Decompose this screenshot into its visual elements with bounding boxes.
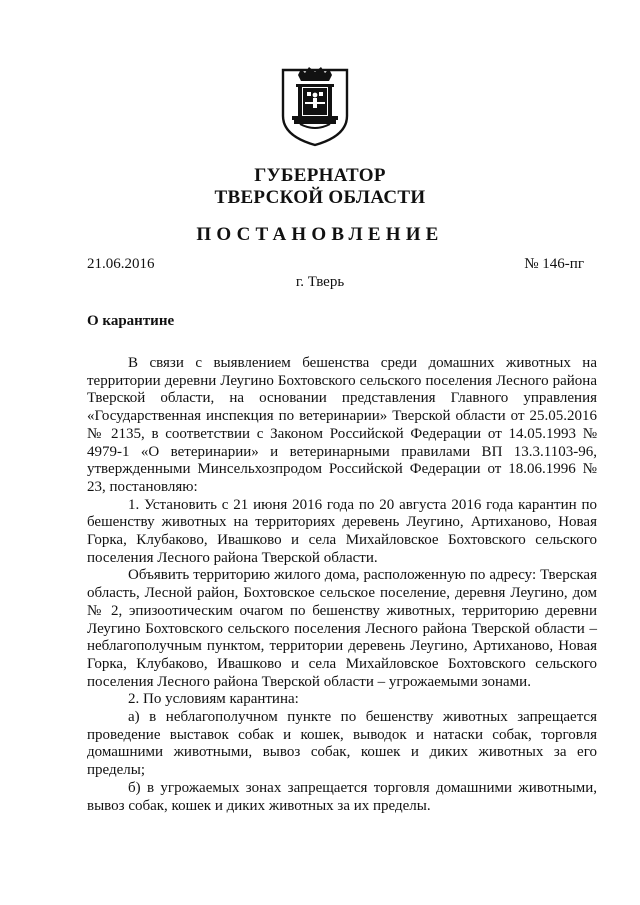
- document-number: № 146-пг: [524, 256, 584, 272]
- clause-1-paragraph: 1. Установить с 21 июня 2016 года по 20 августа 2016 года карантин по бешенству животных на территориях деревень Леугино, Артиханово, Новая Горка, Клубаково, Ивашково и села Михайловское Бохтовского сельского поселения Лесного района Тверской области.: [87, 496, 597, 566]
- document-body: [87, 355, 597, 815]
- issuer-region: ТВЕРСКОЙ ОБЛАСТИ: [214, 187, 426, 208]
- coat-of-arms-icon: [274, 66, 356, 148]
- preamble-paragraph: В связи с выявлением бешенства среди домашних животных на территории деревни Леугино Бохтовского сельского поселения Лесного района Тверской области, на основании представления Главного управления «Государственная инспекция по ветеринарии» Тверской области от 25.05.2016 № 2135, в соответствии с Законом Российской Федерации от 14.05.1993 № 4979-1 «О ветеринарии» и ветеринарными правилами ВП 13.3.1103-96, утвержденными Минсельхозпродом Российской Федерации от 18.06.1996 № 23, постановляю:: [87, 355, 597, 495]
- clause-2a-paragraph: а) в неблагополучном пункте по бешенству животных запрещается проведение выставок собак и кошек, выводок и натаски собак, торговля домашними животными, вывоз собак, кошек и диких животных за его пределы;: [87, 709, 597, 779]
- issuer-title: ГУБЕРНАТОР: [254, 165, 386, 186]
- document-subject: О карантине: [87, 313, 175, 329]
- document-date: 21.06.2016: [87, 256, 155, 272]
- declaration-paragraph: Объявить территорию жилого дома, расположенную по адресу: Тверская область, Лесной район, Бохтовское сельское поселение, деревня Леугино, дом № 2, эпизоотическим очагом по бешенству животных, территорию деревни Леугино Бохтовского сельского поселения Лесного района Тверской области – неблагополучным пунктом, территории деревень Леугино, Артиханово, Новая Горка, Клубаково, Ивашково и села Михайловское Бохтовского сельского поселения Лесного района Тверской области – угрожаемыми зонами.: [87, 567, 597, 690]
- document-type: ПОСТАНОВЛЕНИЕ: [196, 224, 444, 245]
- clause-2b-paragraph: б) в угрожаемых зонах запрещается торговля домашними животными, вывоз собак, кошек и диких животных за их пределы.: [87, 779, 597, 814]
- document-city: г. Тверь: [295, 274, 345, 290]
- clause-2-heading: 2. По условиям карантина:: [128, 691, 299, 708]
